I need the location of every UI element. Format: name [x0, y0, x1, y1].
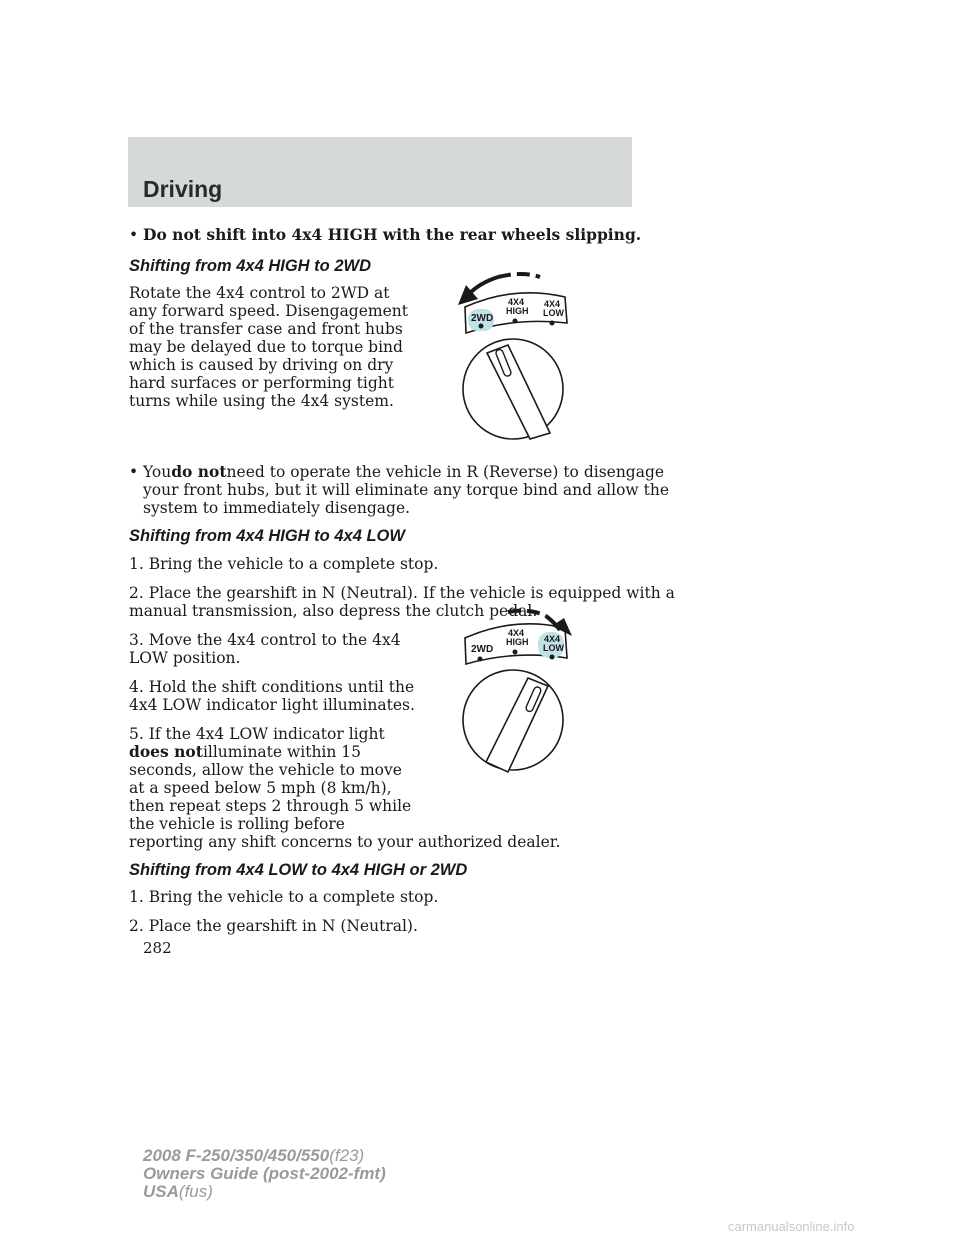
- rotate-arrow-icon: [498, 274, 540, 277]
- step-text: 2. Place the gearshift in N (Neutral).: [129, 917, 418, 935]
- section-heading-low-to-high: Shifting from 4x4 LOW to 4x4 HIGH or 2WD: [129, 861, 468, 879]
- paragraph-line: which is caused by driving on dry: [129, 356, 394, 374]
- label-2wd: 2WD: [471, 313, 494, 324]
- dial-diagram-2wd: [450, 265, 580, 445]
- watermark-text: carmanualsonline.info: [728, 1219, 855, 1234]
- step-text: then repeat steps 2 through 5 while: [129, 797, 412, 815]
- bullet-marker: •: [129, 226, 139, 244]
- step-text: reporting any shift concerns to your authorized dealer.: [129, 833, 561, 851]
- step-text: 4x4 LOW indicator light illuminates.: [129, 696, 415, 714]
- step-text: does notilluminate within 15: [129, 742, 362, 761]
- label-4x4-high-bottom: HIGH: [506, 306, 529, 316]
- label-4x4-high-top: 4X4: [508, 628, 525, 638]
- section-heading-high-to-low: Shifting from 4x4 HIGH to 4x4 LOW: [129, 527, 405, 545]
- paragraph-line: hard surfaces or performing tight: [129, 374, 394, 392]
- page-number: 282: [143, 939, 172, 957]
- label-4x4-high-top: 4X4: [508, 297, 525, 307]
- knob-pointer: [487, 345, 550, 439]
- label-4x4-high-bottom: HIGH: [506, 637, 529, 647]
- rotate-arrow-icon: [508, 611, 546, 616]
- step-text: 4. Hold the shift conditions until the: [129, 678, 415, 696]
- label-4x4-low-top: 4X4: [544, 634, 561, 644]
- dial-diagram-4x4-low: [450, 600, 580, 780]
- paragraph-line: any forward speed. Disengagement: [129, 302, 408, 320]
- knob-pointer: [486, 678, 548, 772]
- paragraph-line: turns while using the 4x4 system.: [129, 392, 394, 410]
- step-text: 2. Place the gearshift in N (Neutral). If the vehicle is equipped with a: [129, 584, 675, 602]
- label-4x4-low-bottom: LOW: [543, 643, 564, 653]
- document-footer: 2008 F-250/350/450/550(f23) Owners Guide (post-2002-fmt) USA(fus): [143, 1146, 386, 1201]
- paragraph-line: may be delayed due to torque bind: [129, 338, 403, 356]
- step-text: seconds, allow the vehicle to move: [129, 761, 402, 779]
- paragraph-line: system to immediately disengage.: [143, 499, 411, 517]
- label-2wd: 2WD: [471, 644, 494, 655]
- step-text: at a speed below 5 mph (8 km/h),: [129, 779, 392, 797]
- paragraph-line: Youdo notneed to operate the vehicle in R (Reverse) to disengage: [143, 462, 665, 481]
- step-text: the vehicle is rolling before: [129, 815, 345, 833]
- step-text: 3. Move the 4x4 control to the 4x4: [129, 631, 401, 649]
- step-text: 1. Bring the vehicle to a complete stop.: [129, 888, 439, 906]
- bullet-marker: •: [129, 463, 139, 481]
- section-title: Driving: [143, 176, 223, 202]
- label-4x4-low-bottom: LOW: [543, 308, 564, 318]
- section-heading-high-to-2wd: Shifting from 4x4 HIGH to 2WD: [129, 257, 372, 275]
- step-text: LOW position.: [129, 649, 241, 667]
- step-text: 1. Bring the vehicle to a complete stop.: [129, 555, 439, 573]
- label-4x4-low-top: 4X4: [544, 299, 561, 309]
- paragraph-line: your front hubs, but it will eliminate any torque bind and allow the: [143, 481, 669, 499]
- step-text: 5. If the 4x4 LOW indicator light: [129, 725, 385, 743]
- warning-bullet-text: Do not shift into 4x4 HIGH with the rear wheels slipping.: [143, 225, 642, 244]
- paragraph-line: Rotate the 4x4 control to 2WD at: [129, 284, 390, 302]
- step-text: manual transmission, also depress the clutch pedal.: [129, 602, 538, 620]
- paragraph-line: of the transfer case and front hubs: [129, 320, 403, 338]
